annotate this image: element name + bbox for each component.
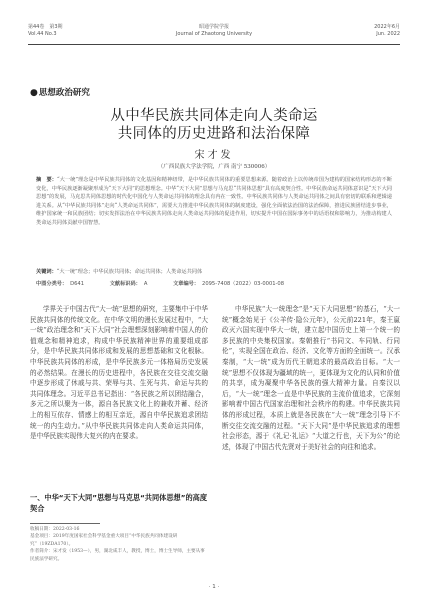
abstract-label: 摘 要： bbox=[36, 177, 57, 183]
abstract bbox=[36, 176, 392, 228]
section-heading: 一、中华“天下大同”思想与马克思“共同体思想”的高度契合 bbox=[30, 493, 208, 513]
footnote-author: 作者简介：宋才发（1953—），男，湖北咸丰人，教授，博士，博士生导师，主要从事民族法学研究。 bbox=[30, 549, 205, 562]
keywords-text: “大一统”理念；中华民族共同体；命运共同体；人类命运共同体 bbox=[56, 269, 203, 275]
issue-date bbox=[374, 24, 400, 38]
body-paragraph-left: 学界关于中国古代“大一统”思想的研究，主要集中于中华民族共同体的传统文化。在中华文明的漫长发展过程中，“大一统”政治理念和“天下大同”社会理想深刻影响着中国人的价值观念和精神追求，构成中华民族精神世界的重要组成部分，是中华民族共同体形成和发展的思想基础和文化根脉。中华民族共同体的形成，是中华民族多元一体格局历史发展的必然结果。在漫长的历史进程中，各民族在交往交流交融中逐步形成了休戚与共、荣辱与共、生死与共、命运与共的共同体理念。习近平总书记指出：“各民族之所以团结融合，多元之所以聚为一体，源自各民族文化上的兼收并蓄、经济上的相互依存、情感上的相互亲近，源自中华民族追求团结统一的内生动力。”从中华民族共同体走向人类命运共同体，是中华民族实现伟大复兴的内在要求。 bbox=[30, 305, 208, 441]
article-number: 文章编号： 2095-7408（2022）03-0001-08 bbox=[173, 281, 285, 287]
issue-date-cn: 2022年6月 bbox=[374, 24, 400, 30]
volume-issue-cn: 第44卷 第3期 bbox=[28, 24, 63, 30]
keywords bbox=[36, 268, 392, 276]
journal-name bbox=[28, 24, 400, 38]
footnote-received: 收稿日期：2022-03-16 bbox=[30, 527, 80, 532]
clc-number: 中图分类号： D641 bbox=[36, 281, 85, 287]
body-paragraph-right: 中华民族“大一统理念”是“天下大同思想”的基石，“大一统”概念始见于《公羊传·隐公元年》，公元前221年，秦王嬴政灭六国实现中华大一统，建立起中国历史上第一个统一的多民族的中央集权国家。秦朝推行“书同文、车同轨、行同伦”，实现全国在政治、经济、文化等方面的全面统一。汉承秦制，“大一统”成为历代王朝追求的最高政治目标。“大一统”思想不仅体现为疆域的统一，更体现为文化的认同和价值的共享，成为凝聚中华各民族的强大精神力量。自秦汉以后，“大一统”理念一直是中华民族的主流价值追求，它深刻影响着中国古代国家治理和社会秩序的构建。中华民族共同体的形成过程，本质上就是各民族在“大一统”理念引导下不断交往交流交融的过程。“天下大同”是中华民族追求的理想社会形态，源于《礼记·礼运》“大道之行也，天下为公”的论述，体现了中国古代先贤对于美好社会的向往和追求。 bbox=[222, 305, 400, 451]
volume-issue-en: Vol.44 No.3 bbox=[28, 31, 57, 37]
journal-name-cn: 昭通学院学报 bbox=[198, 24, 229, 30]
keywords-label: 关键词： bbox=[36, 269, 57, 275]
footnote-divider bbox=[30, 523, 100, 524]
author-affiliation: （广西民族大学法学院，广西 南宁 530006） bbox=[157, 164, 271, 170]
article-title-line-2: 共同体的历史进路和法治保障 bbox=[117, 126, 311, 142]
issue-date-en: Jun. 2022 bbox=[376, 31, 400, 37]
section-label bbox=[30, 86, 90, 98]
footnote-fund: 基金项目：2019年度国家社会科学基金重大项目“中华民族共同体建设研究”（19ZDA170）。 bbox=[30, 534, 178, 547]
footnotes bbox=[30, 526, 208, 563]
abstract-text: “大一统”理念是中华民族共同体的文化基因和精神纽带，是中华民族共同体的重要思想来源。随着政治上以传统帝国为建构的国家结构形态的不断变化，中华民族逐渐凝聚形成为“天下大同”的思想理念。中华“天下大同”思想与马克思“共同体思想”具有高度契合性。中华民族命运共同体意识是“天下大同思想”的发展，马克思共同体思想的时代化中国化与人类命运共同体的理念具有内在一致性。中华民族共同体与人类命运共同体之间具有密切的联系和逻辑递进关系。从“中华民族共同体”走向“人类命运共同体”，需要大力推进中华民族共同体的制度建设，强化全面依法治国的法治保障，推进民族团结进步事业，维护国家统一和民族团结；切实发挥法治在中华民族共同体走向人类命运共同体的促进作用，切实提升中国在国际事务中的话语权和影响力，为推动构建人类命运共同体贡献中国智慧。 bbox=[36, 177, 392, 226]
article-title-line-1: 从中华民族共同体走向人类命运 bbox=[110, 108, 318, 124]
section-label-text: 思想政治研究 bbox=[38, 88, 90, 98]
running-header bbox=[28, 24, 400, 50]
header-divider bbox=[28, 44, 400, 45]
author-name: 宋才发 bbox=[194, 150, 234, 161]
bullet-icon: ● bbox=[30, 88, 38, 98]
journal-name-en: Journal of Zhaotong University bbox=[175, 31, 253, 37]
page-number: · 1 · bbox=[208, 584, 220, 590]
classification-meta bbox=[36, 280, 392, 287]
document-code: 文献标识码： A bbox=[109, 281, 148, 287]
